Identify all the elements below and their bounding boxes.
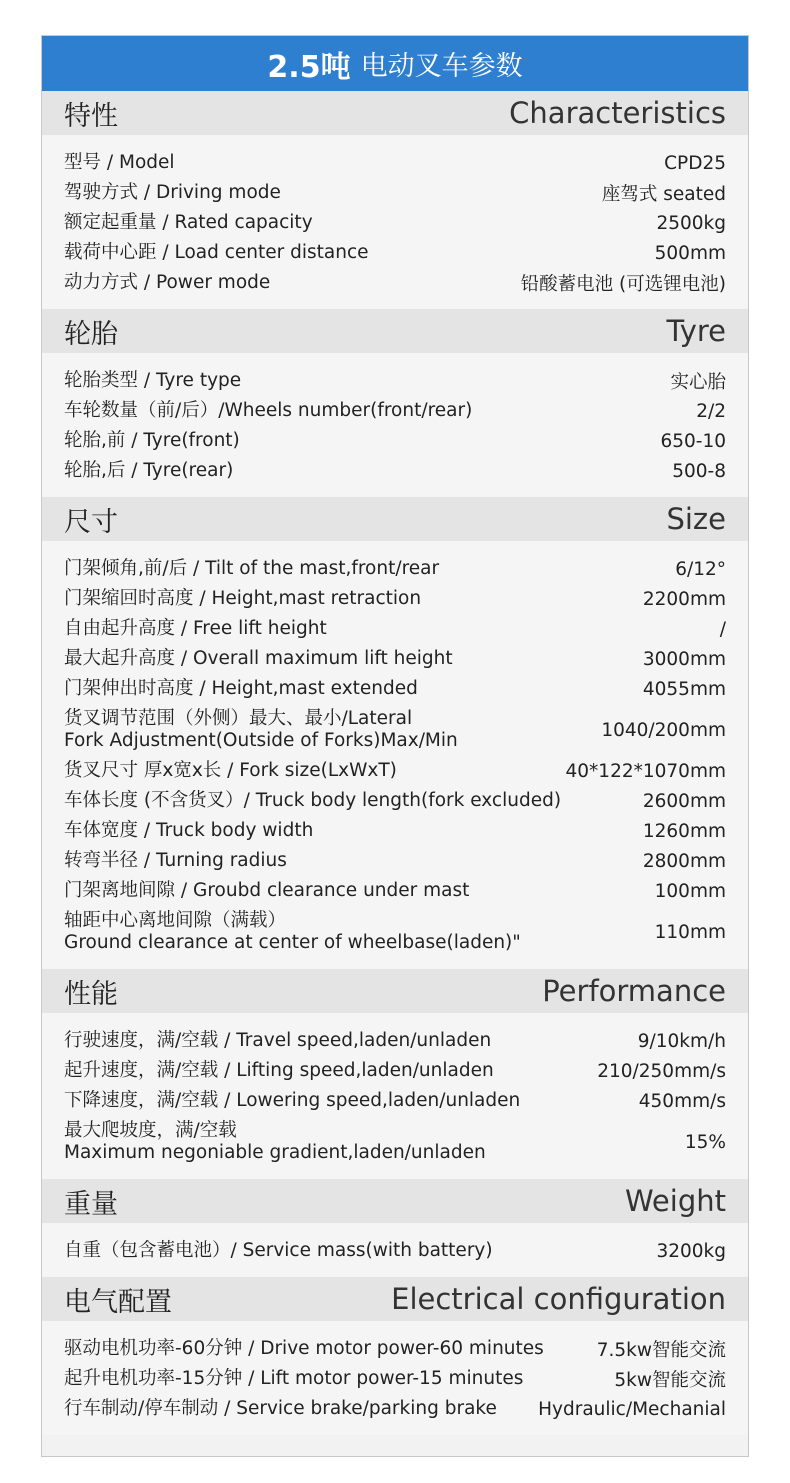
section-title-zh: 电气配置 bbox=[64, 1286, 172, 1318]
section-title-zh: 特性 bbox=[64, 100, 118, 132]
section-body bbox=[42, 135, 748, 309]
section-header bbox=[42, 91, 748, 135]
spec-row bbox=[64, 644, 726, 674]
spec-value: 2200mm bbox=[642, 588, 726, 610]
spec-label: 型号 / Model bbox=[64, 152, 175, 173]
spec-row bbox=[64, 906, 726, 958]
spec-value: 2/2 bbox=[696, 400, 726, 422]
spec-value: 450mm/s bbox=[638, 1090, 726, 1112]
spec-value: 1040/200mm bbox=[601, 719, 726, 741]
spec-row bbox=[64, 396, 726, 426]
spec-row bbox=[64, 1056, 726, 1086]
spec-row bbox=[64, 816, 726, 846]
spec-row bbox=[64, 1116, 726, 1168]
banner-tonnage: 2.5吨 bbox=[267, 49, 351, 85]
spec-value: CPD25 bbox=[664, 152, 726, 174]
spec-row bbox=[64, 846, 726, 876]
spec-row bbox=[64, 704, 726, 756]
spec-row bbox=[64, 876, 726, 906]
section-body bbox=[42, 1321, 748, 1435]
spec-value: 铅酸蓄电池 (可选锂电池) bbox=[520, 274, 726, 295]
spec-label: 轮胎类型 / Tyre type bbox=[64, 370, 242, 391]
spec-row bbox=[64, 178, 726, 208]
spec-value: 5kw智能交流 bbox=[614, 1370, 726, 1391]
spec-label: 自由起升高度 / Free lift height bbox=[64, 618, 327, 639]
spec-row bbox=[64, 268, 726, 298]
spec-label: 行驶速度，满/空载 / Travel speed,laden/unladen bbox=[64, 1030, 492, 1051]
spec-value: 6/12° bbox=[675, 558, 726, 580]
spec-value: 3000mm bbox=[642, 648, 726, 670]
spec-value: 500mm bbox=[654, 242, 726, 264]
spec-value: 1260mm bbox=[642, 820, 726, 842]
spec-row bbox=[64, 366, 726, 396]
spec-label: 车轮数量（前/后）/Wheels number(front/rear) bbox=[64, 400, 473, 421]
spec-value: Hydraulic/Mechanial bbox=[538, 1398, 726, 1420]
section-title-en: Tyre bbox=[666, 314, 726, 348]
spec-row bbox=[64, 584, 726, 614]
spec-row bbox=[64, 456, 726, 486]
spec-label: 驾驶方式 / Driving mode bbox=[64, 182, 281, 203]
spec-value: 7.5kw智能交流 bbox=[596, 1340, 726, 1361]
spec-row bbox=[64, 238, 726, 268]
section-header bbox=[42, 969, 748, 1013]
spec-label: 货叉调节范围（外侧）最大、最小/Lateral Fork Adjustment(Outside of Forks)Max/Min bbox=[64, 708, 458, 751]
spec-value: 座驾式 seated bbox=[601, 184, 726, 205]
spec-value: 2500kg bbox=[656, 212, 726, 234]
spec-row bbox=[64, 1086, 726, 1116]
spec-label: 门架缩回时高度 / Height,mast retraction bbox=[64, 588, 422, 609]
spec-label: 货叉尺寸 厚x宽x长 / Fork size(LxWxT) bbox=[64, 760, 397, 781]
spec-value: 9/10km/h bbox=[637, 1030, 726, 1052]
spec-label: 最大爬坡度，满/空载 Maximum negoniable gradient,laden/unladen bbox=[64, 1120, 486, 1163]
spec-label: 轮胎,前 / Tyre(front) bbox=[64, 430, 240, 451]
spec-sections bbox=[42, 91, 748, 1435]
spec-value: 4055mm bbox=[642, 678, 726, 700]
section-title-zh: 尺寸 bbox=[64, 506, 118, 538]
spec-value: 210/250mm/s bbox=[597, 1060, 726, 1082]
section-body bbox=[42, 1223, 748, 1277]
spec-value: 2600mm bbox=[642, 790, 726, 812]
spec-value: 650-10 bbox=[660, 430, 726, 452]
spec-row bbox=[64, 786, 726, 816]
spec-sheet bbox=[41, 35, 749, 1457]
spec-label: 最大起升高度 / Overall maximum lift height bbox=[64, 648, 453, 669]
section-header bbox=[42, 309, 748, 353]
spec-label: 额定起重量 / Rated capacity bbox=[64, 212, 313, 233]
spec-label: 门架伸出时高度 / Height,mast extended bbox=[64, 678, 418, 699]
spec-value: 15% bbox=[684, 1131, 726, 1153]
spec-label: 下降速度，满/空载 / Lowering speed,laden/unladen bbox=[64, 1090, 521, 1111]
spec-value: 实心胎 bbox=[670, 372, 726, 393]
banner-title: 电动叉车参数 bbox=[360, 51, 523, 82]
title-banner bbox=[42, 36, 748, 91]
section-title-en: Electrical configuration bbox=[391, 1282, 726, 1316]
spec-value: 100mm bbox=[654, 880, 726, 902]
spec-value: / bbox=[719, 618, 726, 640]
spec-label: 转弯半径 / Turning radius bbox=[64, 850, 287, 871]
spec-row bbox=[64, 1334, 726, 1364]
section-title-en: Performance bbox=[542, 974, 726, 1008]
spec-label: 门架离地间隙 / Groubd clearance under mast bbox=[64, 880, 470, 901]
spec-label: 门架倾角,前/后 / Tilt of the mast,front/rear bbox=[64, 558, 440, 579]
section-body bbox=[42, 1013, 748, 1179]
spec-value: 40*122*1070mm bbox=[565, 760, 726, 782]
spec-label: 行车制动/停车制动 / Service brake/parking brake bbox=[64, 1398, 497, 1419]
section-header bbox=[42, 497, 748, 541]
section-title-zh: 性能 bbox=[64, 978, 118, 1010]
spec-label: 自重（包含蓄电池）/ Service mass(with battery) bbox=[64, 1240, 493, 1261]
section-title-zh: 重量 bbox=[64, 1188, 118, 1220]
spec-row bbox=[64, 148, 726, 178]
spec-row bbox=[64, 1236, 726, 1266]
spec-value: 500-8 bbox=[672, 460, 726, 482]
section-body bbox=[42, 353, 748, 497]
spec-row bbox=[64, 208, 726, 238]
spec-label: 动力方式 / Power mode bbox=[64, 272, 271, 293]
spec-label: 驱动电机功率-60分钟 / Drive motor power-60 minutes bbox=[64, 1338, 544, 1359]
section-header bbox=[42, 1277, 748, 1321]
spec-row bbox=[64, 554, 726, 584]
spec-row bbox=[64, 756, 726, 786]
spec-row bbox=[64, 426, 726, 456]
spec-value: 2800mm bbox=[642, 850, 726, 872]
spec-label: 轴距中心离地间隙（满载） Ground clearance at center of wheelbase(laden)" bbox=[64, 910, 521, 953]
spec-label: 起升速度，满/空载 / Lifting speed,laden/unladen bbox=[64, 1060, 494, 1081]
section-title-en: Size bbox=[666, 502, 726, 536]
spec-label: 轮胎,后 / Tyre(rear) bbox=[64, 460, 234, 481]
spec-value: 3200kg bbox=[656, 1240, 726, 1262]
spec-value: 110mm bbox=[654, 921, 726, 943]
section-body bbox=[42, 541, 748, 969]
section-title-en: Characteristics bbox=[509, 96, 726, 130]
section-header bbox=[42, 1179, 748, 1223]
spec-label: 车体宽度 / Truck body width bbox=[64, 820, 314, 841]
spec-label: 车体长度 (不含货叉）/ Truck body length(fork excluded) bbox=[64, 790, 562, 811]
spec-row bbox=[64, 1394, 726, 1424]
section-title-en: Weight bbox=[624, 1184, 726, 1218]
spec-row bbox=[64, 674, 726, 704]
spec-label: 起升电机功率-15分钟 / Lift motor power-15 minutes bbox=[64, 1368, 524, 1389]
section-title-zh: 轮胎 bbox=[64, 318, 118, 350]
spec-row bbox=[64, 1364, 726, 1394]
spec-row bbox=[64, 1026, 726, 1056]
spec-row bbox=[64, 614, 726, 644]
spec-label: 载荷中心距 / Load center distance bbox=[64, 242, 369, 263]
